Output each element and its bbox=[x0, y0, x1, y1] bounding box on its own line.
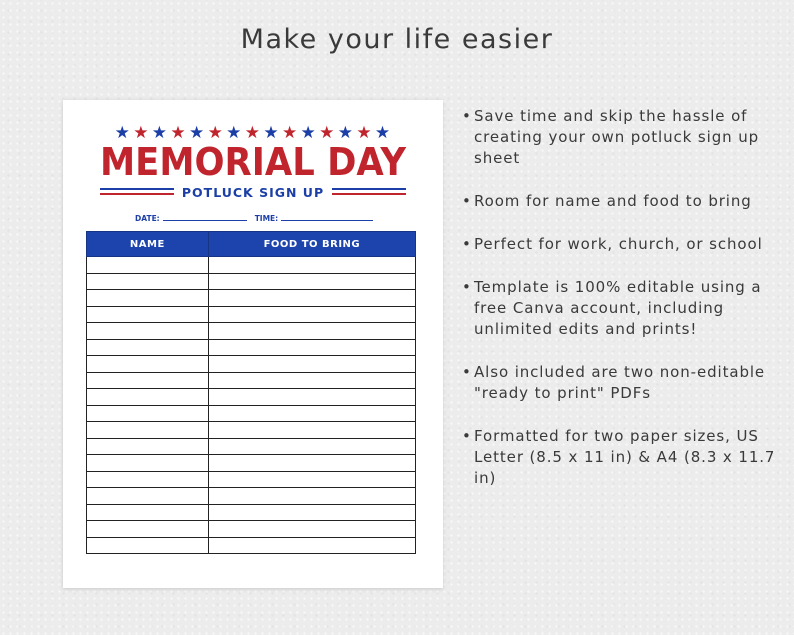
feature-text: Formatted for two paper sizes, US Letter (8.5 x 11 in) & A4 (8.3 x 11.7 in) bbox=[474, 427, 776, 487]
table-row bbox=[87, 438, 416, 455]
star-icon: ★ bbox=[319, 123, 336, 143]
food-cell bbox=[208, 257, 415, 274]
food-cell bbox=[208, 405, 415, 422]
table-row bbox=[87, 422, 416, 439]
food-cell bbox=[208, 356, 415, 373]
name-cell bbox=[87, 323, 209, 340]
bullet-icon: • bbox=[462, 363, 472, 381]
time-label: TIME: bbox=[254, 214, 279, 223]
table-header-row bbox=[87, 232, 416, 257]
food-cell bbox=[208, 438, 415, 455]
table-row bbox=[87, 323, 416, 340]
table-row bbox=[87, 306, 416, 323]
food-cell bbox=[208, 372, 415, 389]
bullet-icon: • bbox=[462, 192, 472, 210]
name-cell bbox=[87, 537, 209, 554]
feature-text: Room for name and food to bring bbox=[474, 192, 752, 210]
name-cell bbox=[87, 504, 209, 521]
star-icon: ★ bbox=[133, 123, 150, 143]
feature-item bbox=[462, 277, 782, 340]
feature-item bbox=[462, 191, 782, 212]
name-cell bbox=[87, 455, 209, 472]
feature-item bbox=[462, 106, 782, 169]
column-header-food: FOOD TO BRING bbox=[208, 232, 415, 257]
food-cell bbox=[208, 504, 415, 521]
star-icon: ★ bbox=[281, 123, 299, 143]
food-cell bbox=[208, 306, 415, 323]
name-cell bbox=[87, 306, 209, 323]
decorative-lines-right bbox=[332, 188, 406, 198]
sheet-title: MEMORIAL DAY bbox=[100, 140, 406, 184]
table-row bbox=[87, 273, 416, 290]
star-icon: ★ bbox=[226, 123, 243, 143]
signup-sheet-preview bbox=[63, 100, 443, 588]
food-cell bbox=[208, 471, 415, 488]
table-row bbox=[87, 389, 416, 406]
table-row bbox=[87, 405, 416, 422]
name-cell bbox=[87, 339, 209, 356]
name-cell bbox=[87, 438, 209, 455]
food-cell bbox=[208, 273, 415, 290]
star-icon: ★ bbox=[300, 123, 317, 143]
star-icon: ★ bbox=[374, 123, 392, 143]
food-cell bbox=[208, 389, 415, 406]
table-row bbox=[87, 257, 416, 274]
name-cell bbox=[87, 488, 209, 505]
star-icon: ★ bbox=[207, 123, 225, 143]
table-row bbox=[87, 372, 416, 389]
table-row bbox=[87, 504, 416, 521]
name-cell bbox=[87, 356, 209, 373]
name-cell bbox=[87, 257, 209, 274]
bullet-icon: • bbox=[462, 107, 472, 125]
feature-item bbox=[462, 362, 782, 404]
name-cell bbox=[87, 405, 209, 422]
signup-table bbox=[86, 231, 416, 554]
food-cell bbox=[208, 422, 415, 439]
star-icon: ★ bbox=[114, 123, 132, 143]
star-icon: ★ bbox=[188, 123, 206, 143]
bullet-icon: • bbox=[462, 278, 472, 296]
star-icon: ★ bbox=[244, 123, 262, 143]
table-row bbox=[87, 537, 416, 554]
food-cell bbox=[208, 339, 415, 356]
name-cell bbox=[87, 521, 209, 538]
time-blank-line bbox=[281, 220, 373, 221]
date-blank-line bbox=[163, 220, 247, 221]
feature-list bbox=[462, 106, 782, 511]
feature-item bbox=[462, 234, 782, 255]
star-icon: ★ bbox=[337, 123, 355, 143]
feature-item bbox=[462, 426, 782, 489]
sheet-subtitle: POTLUCK SIGN UP bbox=[181, 185, 325, 200]
table-row bbox=[87, 455, 416, 472]
name-cell bbox=[87, 389, 209, 406]
star-icon: ★ bbox=[263, 123, 280, 143]
headline: Make your life easier bbox=[240, 24, 554, 55]
feature-text: Also included are two non-editable "ready to print" PDFs bbox=[474, 363, 766, 402]
feature-text: Perfect for work, church, or school bbox=[474, 235, 763, 253]
feature-text: Save time and skip the hassle of creating your own potluck sign up sheet bbox=[474, 107, 760, 167]
decorative-lines-left bbox=[100, 188, 174, 198]
table-row bbox=[87, 471, 416, 488]
table-row bbox=[87, 521, 416, 538]
food-cell bbox=[208, 537, 415, 554]
food-cell bbox=[208, 488, 415, 505]
food-cell bbox=[208, 455, 415, 472]
name-cell bbox=[87, 372, 209, 389]
name-cell bbox=[87, 422, 209, 439]
column-header-name: NAME bbox=[87, 232, 209, 257]
bullet-icon: • bbox=[462, 427, 472, 445]
food-cell bbox=[208, 290, 415, 307]
date-time-fields bbox=[135, 214, 373, 223]
table-row bbox=[87, 339, 416, 356]
name-cell bbox=[87, 471, 209, 488]
table-row bbox=[87, 488, 416, 505]
table-row bbox=[87, 290, 416, 307]
subtitle-row bbox=[100, 183, 406, 205]
table-row bbox=[87, 356, 416, 373]
star-icon: ★ bbox=[151, 123, 169, 143]
food-cell bbox=[208, 323, 415, 340]
star-icon: ★ bbox=[170, 123, 187, 143]
date-label: DATE: bbox=[135, 214, 160, 223]
name-cell bbox=[87, 273, 209, 290]
food-cell bbox=[208, 521, 415, 538]
star-icon: ★ bbox=[356, 123, 373, 143]
feature-text: Template is 100% editable using a free Canva account, including unlimited edits and prints! bbox=[474, 278, 762, 338]
bullet-icon: • bbox=[462, 235, 472, 253]
name-cell bbox=[87, 290, 209, 307]
